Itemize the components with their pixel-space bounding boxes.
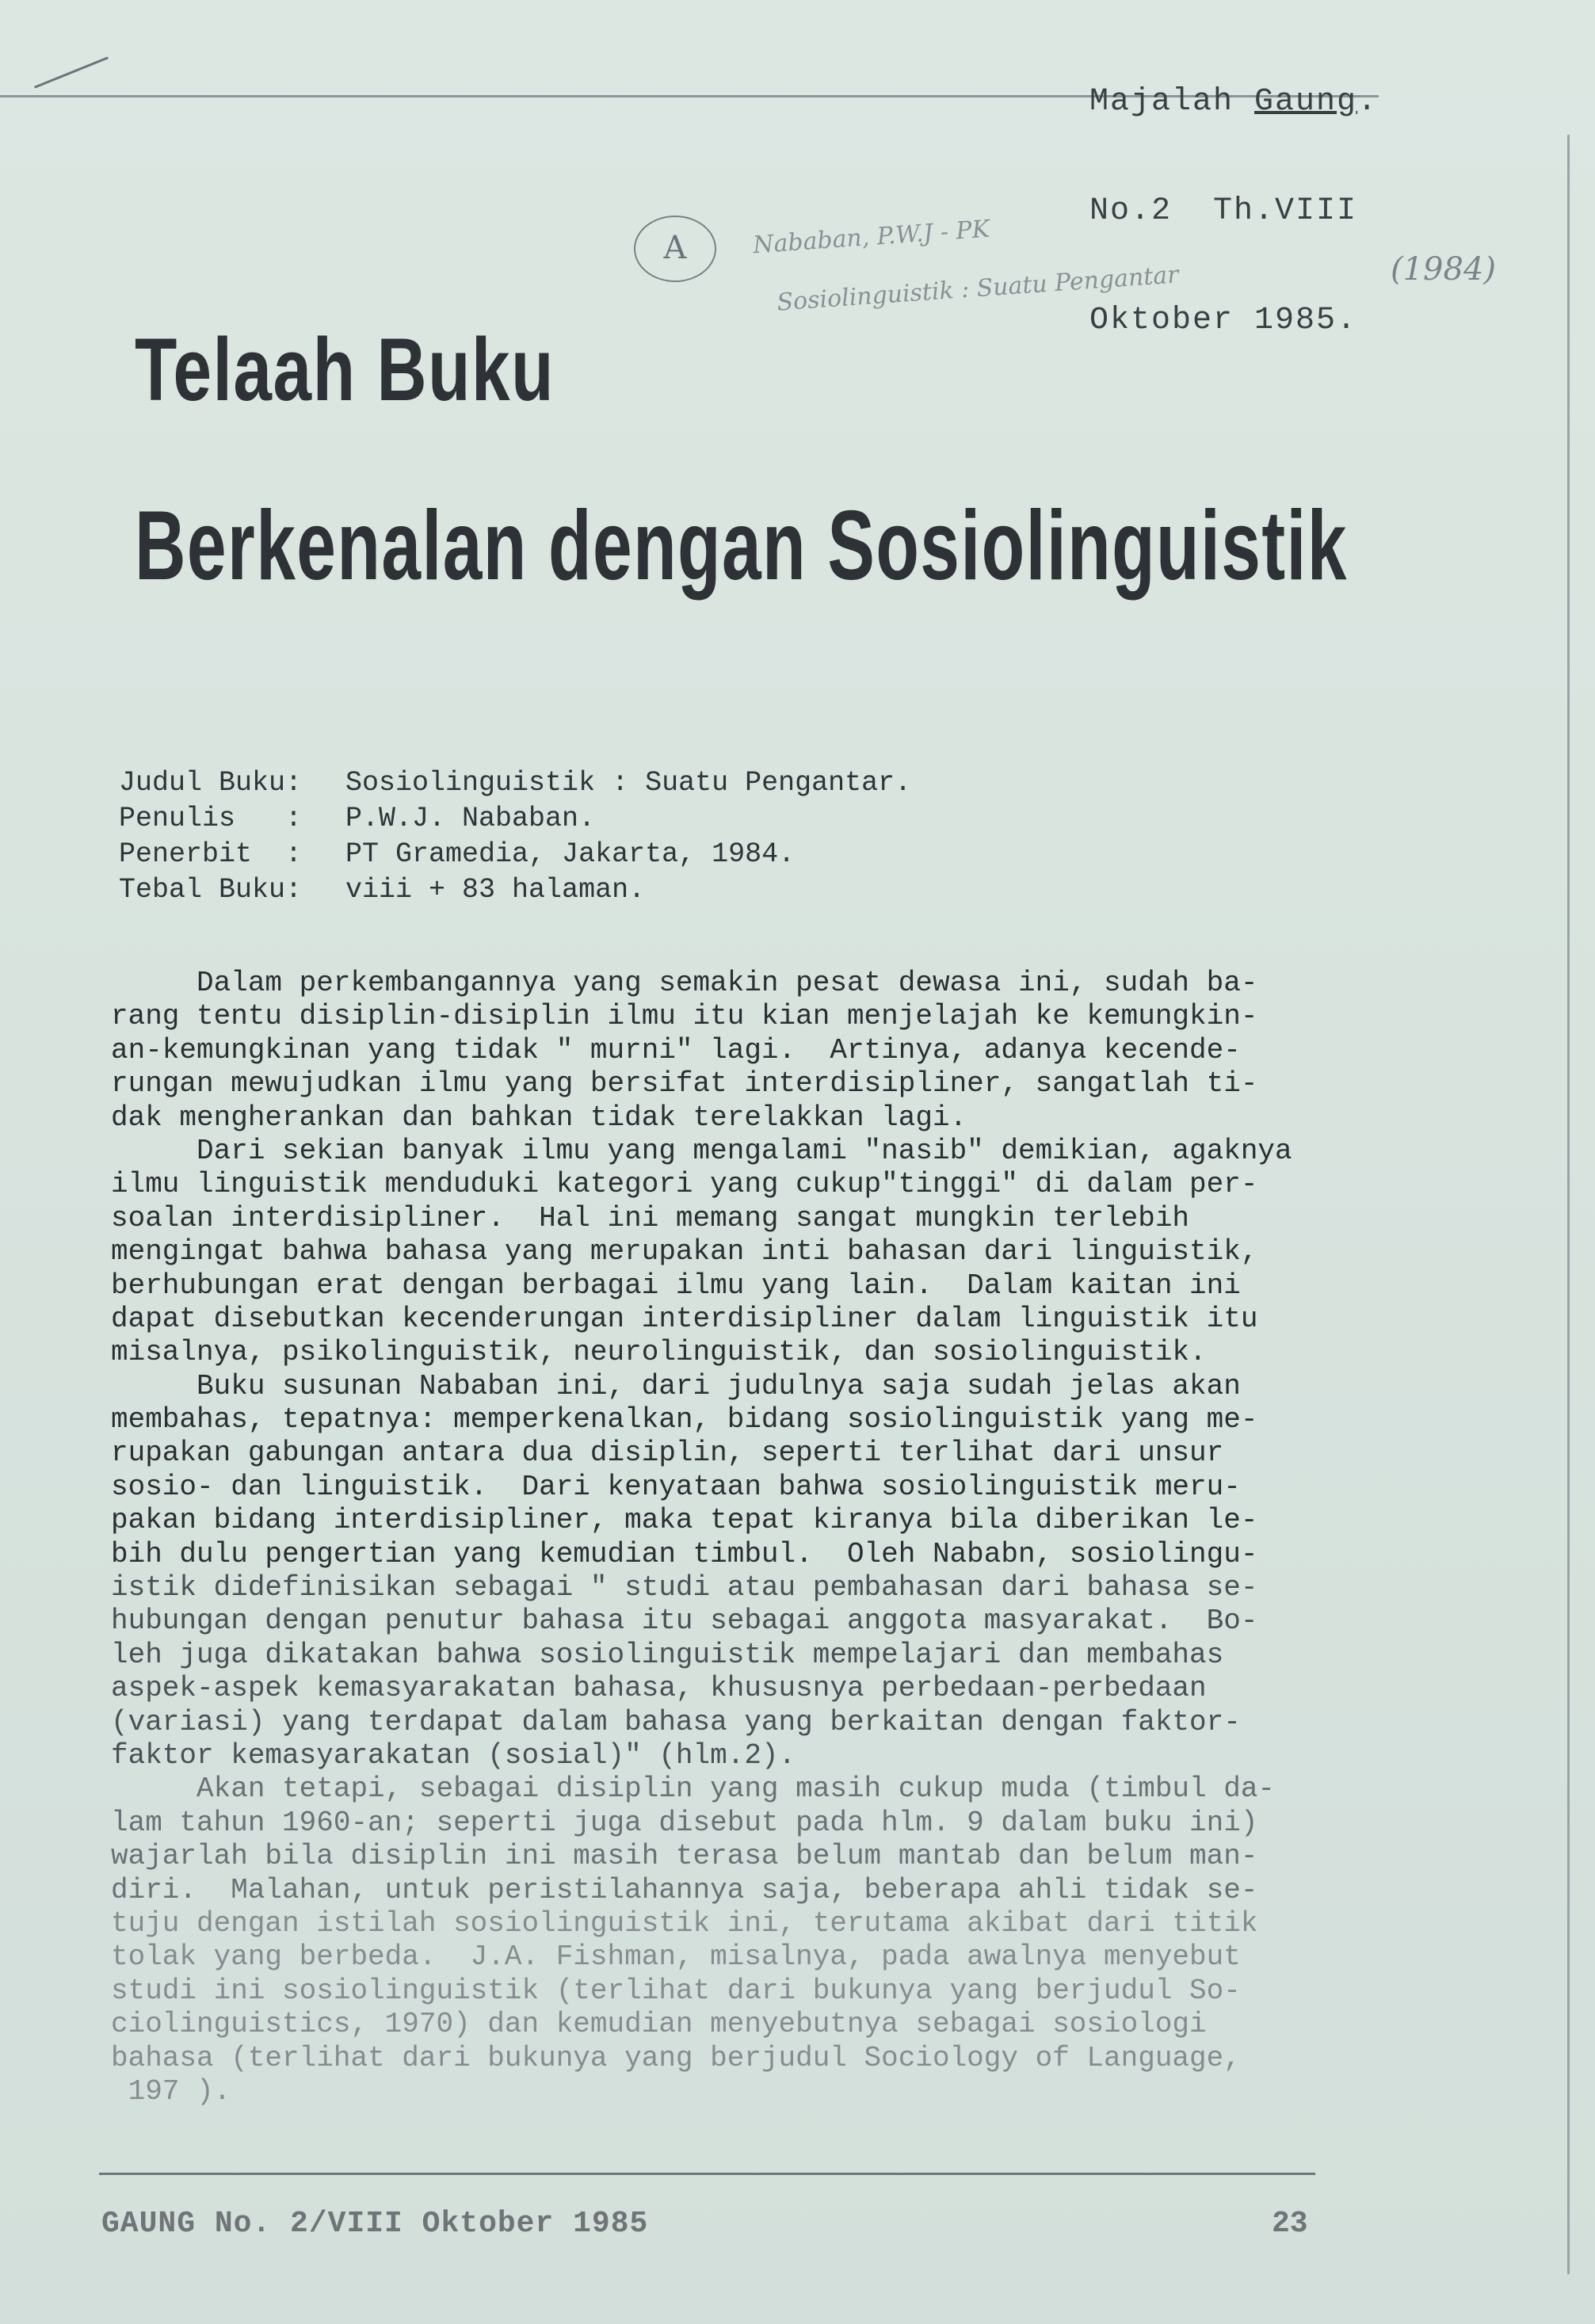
handwritten-annotation <box>634 208 1545 342</box>
body-line: dapat disebutkan kecenderungan interdisipliner dalam linguistik itu <box>111 1302 1258 1335</box>
article-title: Berkenalan dengan Sosiolinguistik <box>135 491 1348 601</box>
circled-letter: A <box>634 216 716 282</box>
body-line: bih dulu pengertian yang kemudian timbul. Oleh Nababn, sosiolingu- <box>111 1537 1258 1570</box>
body-line: sosio- dan linguistik. Dari kenyataan bahwa sosiolinguistik meru- <box>111 1470 1241 1503</box>
body-line: rupakan gabungan antara dua disiplin, seperti terlihat dari unsur <box>111 1437 1224 1470</box>
body-line: misalnya, psikolinguistik, neurolinguistik, dan sosiolinguistik. <box>111 1336 1207 1369</box>
meta-label: Tebal Buku: <box>119 874 303 906</box>
header-line1-underlined: Gaung <box>1254 84 1358 120</box>
page-edge <box>1567 135 1570 2274</box>
meta-label: Penerbit : <box>119 838 303 870</box>
body-line: bahasa (terlihat dari bukunya yang berjudul Sociology of Language, <box>111 2041 1241 2074</box>
body-line: Akan tetapi, sebagai disiplin yang masih cukup muda (timbul da- <box>111 1773 1276 1806</box>
article-body <box>111 967 1315 2108</box>
body-line: leh juga dikatakan bahwa sosiolinguistik mempelajari dan membahas <box>111 1638 1224 1671</box>
body-line: lam tahun 1960-an; seperti juga disebut pada hlm. 9 dalam buku ini) <box>111 1806 1258 1839</box>
body-line: dak mengherankan dan bahkan tidak terelakkan lagi. <box>111 1101 967 1134</box>
header-line1-suffix: . <box>1357 84 1379 120</box>
body-line: berhubungan erat dengan berbagai ilmu yang lain. Dalam kaitan ini <box>111 1269 1241 1302</box>
body-line: aspek-aspek kemasyarakatan bahasa, khususnya perbedaan-perbedaan <box>111 1672 1207 1705</box>
meta-value: viii + 83 halaman. <box>345 874 646 906</box>
handwriting-line1: Nababan, P.W.J - PK <box>752 215 991 260</box>
body-line: soalan interdisipliner. Hal ini memang sangat mungkin terlebih <box>111 1201 1190 1235</box>
body-line: studi ini sosiolinguistik (terlihat dari bukunya yang berjudul So- <box>111 1974 1241 2007</box>
body-line: tuju dengan istilah sosiolinguistik ini, terutama akibat dari titik <box>111 1906 1258 1940</box>
body-line: wajarlah bila disiplin ini masih terasa belum mantab dan belum man- <box>111 1840 1258 1873</box>
body-line: faktor kemasyarakatan (sosial)" (hlm.2). <box>111 1738 796 1772</box>
page-number: 23 <box>1272 2207 1308 2241</box>
meta-row <box>119 837 911 872</box>
handwriting-year: (1984) <box>1391 251 1497 288</box>
body-line: hubungan dengan penutur bahasa itu sebagai anggota masyarakat. Bo- <box>111 1605 1258 1638</box>
meta-value: P.W.J. Nababan. <box>345 803 596 834</box>
meta-value: PT Gramedia, Jakarta, 1984. <box>345 838 796 870</box>
meta-row <box>119 872 911 908</box>
handwriting-line2: Sosiolinguistik : Suatu Pengantar <box>776 261 1180 317</box>
meta-row <box>119 765 911 801</box>
header-line2: No.2 Th.VIII <box>1089 193 1358 229</box>
meta-label: Penulis : <box>119 803 303 834</box>
meta-row <box>119 801 911 837</box>
page-footer: GAUNG No. 2/VIII Oktober 1985 <box>101 2207 649 2241</box>
meta-label: Judul Buku: <box>119 767 303 799</box>
body-line: diri. Malahan, untuk peristilahannya saja, beberapa ahli tidak se- <box>111 1873 1258 1906</box>
bottom-rule <box>99 2173 1315 2175</box>
body-line: ciolinguistics, 1970) dan kemudian menyebutnya sebagai sosiologi <box>111 2008 1207 2041</box>
header-line3: Oktober 1985. <box>1089 303 1358 338</box>
book-meta <box>119 765 911 908</box>
body-line: rungan mewujudkan ilmu yang bersifat interdisipliner, sangatlah ti- <box>111 1067 1258 1101</box>
body-line: ilmu linguistik menduduki kategori yang cukup"tinggi" di dalam per- <box>111 1168 1258 1201</box>
body-line: 197 ). <box>111 2074 231 2108</box>
body-line: (variasi) yang terdapat dalam bahasa yang berkaitan dengan faktor- <box>111 1705 1241 1738</box>
body-line: rang tentu disiplin-disiplin ilmu itu kian menjelajah ke kemungkin- <box>111 1000 1258 1033</box>
body-line: an-kemungkinan yang tidak " murni" lagi. Artinya, adanya kecende- <box>111 1033 1241 1067</box>
body-line: istik didefinisikan sebagai " studi atau pembahasan dari bahasa se- <box>111 1571 1258 1605</box>
body-line: mengingat bahwa bahasa yang merupakan inti bahasan dari linguistik, <box>111 1235 1258 1269</box>
body-line: Buku susunan Nababan ini, dari judulnya saja sudah jelas akan <box>111 1369 1241 1402</box>
section-title: Telaah Buku <box>135 320 555 419</box>
body-line: Dalam perkembangannya yang semakin pesat dewasa ini, sudah ba- <box>111 967 1258 999</box>
body-line: tolak yang berbeda. J.A. Fishman, misalnya, pada awalnya menyebut <box>111 1940 1241 1974</box>
body-line: membahas, tepatnya: memperkenalkan, bidang sosiolinguistik yang me- <box>111 1403 1258 1437</box>
header-line1-prefix: Majalah <box>1089 84 1255 120</box>
pen-mark <box>34 56 109 88</box>
meta-value: Sosiolinguistik : Suatu Pengantar. <box>345 767 912 799</box>
body-line: Dari sekian banyak ilmu yang mengalami "nasib" demikian, agaknya <box>111 1134 1292 1167</box>
body-line: pakan bidang interdisipliner, maka tepat kiranya bila diberikan le- <box>111 1504 1258 1537</box>
